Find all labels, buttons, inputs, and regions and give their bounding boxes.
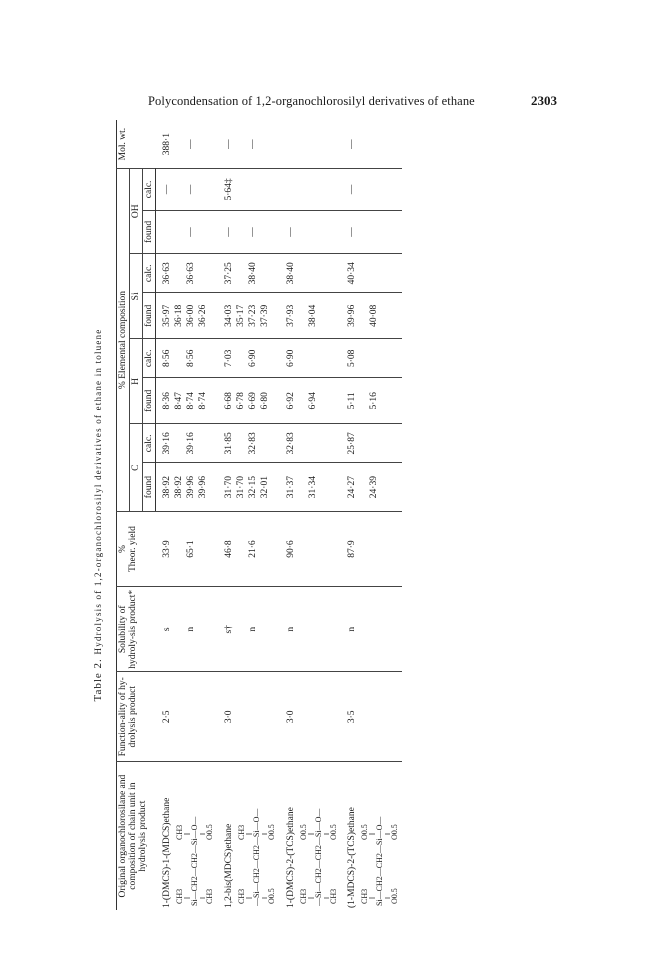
hydrolysis-table xyxy=(116,120,402,910)
functionality-cell: 2·5 xyxy=(156,672,219,762)
si-calc-cell xyxy=(259,254,280,293)
oh-found-cell: — xyxy=(247,210,259,254)
header-oh: OH xyxy=(130,169,143,254)
oh-calc-cell xyxy=(197,169,218,210)
solubility-cell: s xyxy=(156,587,174,672)
structure-formula xyxy=(357,764,401,908)
si-found-cell: 35·97 xyxy=(156,293,174,339)
h-found-cell: 6·69 xyxy=(247,378,259,424)
oh-calc-cell: — xyxy=(185,169,197,210)
c-calc-cell: 32·83 xyxy=(280,424,307,463)
si-calc-cell: 38·40 xyxy=(247,254,259,293)
formula-left-top: CH3 xyxy=(237,888,246,904)
h-calc-cell xyxy=(368,339,402,378)
si-calc-cell: 37·25 xyxy=(218,254,235,293)
functionality-cell: 3·0 xyxy=(218,672,280,762)
header-h-calc: calc. xyxy=(143,339,156,378)
oh-calc-cell xyxy=(173,169,185,210)
oh-calc-cell: — xyxy=(341,169,368,210)
yield-cell xyxy=(173,511,185,586)
header-yield-percent: % xyxy=(118,545,128,554)
oh-found-cell xyxy=(259,210,280,254)
mol-wt-cell: — xyxy=(224,139,234,149)
formula-svg xyxy=(234,790,278,908)
c-calc-cell: 32·83 xyxy=(247,424,259,463)
formula-chain: Si—CH2—CH2—Si—O— xyxy=(375,816,384,906)
header-h: H xyxy=(130,339,143,424)
c-calc-cell xyxy=(259,424,280,463)
c-found-cell: 39·96 xyxy=(197,463,218,512)
h-found-cell: 6·94 xyxy=(307,378,341,424)
formula-left-bottom: O0.5 xyxy=(390,888,399,904)
yield-cell: 65·1 xyxy=(185,511,197,586)
compound-cell xyxy=(341,762,402,910)
solubility-cell: n xyxy=(185,587,197,672)
mol-wt-cell: — xyxy=(186,139,196,149)
mol-wt-cell xyxy=(173,120,185,169)
compound-name: 1,2-bis(MDCS)ethane xyxy=(224,823,234,908)
header-si: Si xyxy=(130,254,143,339)
mol-wt-cell xyxy=(280,120,307,169)
c-found-cell: 31·70 xyxy=(218,463,235,512)
caption-text: Hydrolysis of 1,2-organochlorosilyl derivatives of ethane in toluene xyxy=(93,328,103,655)
si-found-cell: 36·00 xyxy=(185,293,197,339)
functionality-cell: 3·5 xyxy=(341,672,402,762)
mol-wt-cell xyxy=(259,120,280,169)
formula-svg xyxy=(357,790,401,908)
oh-found-cell xyxy=(197,210,218,254)
table-row xyxy=(156,120,174,910)
h-calc-cell xyxy=(173,339,185,378)
si-found-cell: 35·17 xyxy=(235,293,247,339)
header-yield-label: Theor. yield xyxy=(128,526,138,573)
si-calc-cell xyxy=(197,254,218,293)
c-found-cell: 31·37 xyxy=(280,463,307,512)
mol-wt-cell: — xyxy=(248,139,258,149)
yield-cell xyxy=(259,511,280,586)
formula-chain: —Si—CH2—CH2—Si—O— xyxy=(252,808,261,906)
header-si-found: found xyxy=(143,293,156,339)
solubility-cell xyxy=(173,587,185,672)
si-calc-cell: 40·34 xyxy=(341,254,368,293)
header-c-found: found xyxy=(143,463,156,512)
functionality-cell: 3·0 xyxy=(280,672,341,762)
header-mol-wt: Mol. wt. xyxy=(117,120,156,169)
formula-right-bottom: O0.5 xyxy=(204,824,214,840)
yield-cell xyxy=(197,511,218,586)
c-found-cell: 38·92 xyxy=(156,463,174,512)
h-calc-cell: 6·90 xyxy=(247,339,259,378)
c-calc-cell xyxy=(235,424,247,463)
si-found-cell: 38·04 xyxy=(307,293,341,339)
formula-right-bottom: O0.5 xyxy=(390,824,399,840)
si-calc-cell xyxy=(235,254,247,293)
si-calc-cell: 38·40 xyxy=(280,254,307,293)
oh-found-cell: — xyxy=(185,210,197,254)
si-found-cell: 37·39 xyxy=(259,293,280,339)
table-body xyxy=(156,120,403,910)
yield-cell: 46·8 xyxy=(218,511,235,586)
h-found-cell: 8·36 xyxy=(156,378,174,424)
solubility-cell: n xyxy=(280,587,307,672)
si-calc-cell xyxy=(307,254,341,293)
header-yield xyxy=(117,511,156,586)
yield-cell: 33·9 xyxy=(156,511,174,586)
formula-chain: —Si—CH2—CH2—Si—O— xyxy=(314,808,323,906)
solubility-cell xyxy=(259,587,280,672)
c-found-cell: 24·27 xyxy=(341,463,368,512)
table-row xyxy=(341,120,368,910)
h-found-cell: 6·68 xyxy=(218,378,235,424)
header-c: C xyxy=(130,424,143,511)
formula-svg xyxy=(296,790,340,908)
oh-found-cell: — xyxy=(218,210,235,254)
yield-cell: 87·9 xyxy=(341,511,368,586)
compound-name: (1-MDCS)-2-(TCS)ethane xyxy=(347,807,357,908)
si-found-cell: 36·26 xyxy=(197,293,218,339)
h-found-cell: 5·11 xyxy=(341,378,368,424)
c-calc-cell xyxy=(197,424,218,463)
compound-name: 1-(DMCS)-2-(TCS)ethane xyxy=(286,807,296,908)
solubility-cell: s† xyxy=(218,587,235,672)
yield-cell xyxy=(235,511,247,586)
c-found-cell: 39·96 xyxy=(185,463,197,512)
oh-calc-cell xyxy=(280,169,307,210)
formula-left-top: CH3 xyxy=(360,888,369,904)
header-functionality: Function-ality of hy-drolysis product xyxy=(117,672,156,762)
h-calc-cell: 5·08 xyxy=(341,339,368,378)
formula-left-bottom: CH3 xyxy=(204,888,214,904)
page-number: 2303 xyxy=(531,93,557,108)
si-calc-cell xyxy=(173,254,185,293)
yield-cell: 90·6 xyxy=(280,511,307,586)
h-calc-cell: 6·90 xyxy=(280,339,307,378)
compound-name: 1-(DMCS)-1-(MDCS)ethane xyxy=(161,797,172,908)
header-original: Original organochlorosilane and composition of chain unit in hydrolysis product xyxy=(117,762,156,910)
header-si-calc: calc. xyxy=(143,254,156,293)
caption-prefix: Table 2. xyxy=(92,654,104,702)
solubility-cell xyxy=(235,587,247,672)
oh-found-cell xyxy=(156,210,174,254)
si-calc-cell xyxy=(368,254,402,293)
h-found-cell: 8·47 xyxy=(173,378,185,424)
yield-cell xyxy=(368,511,402,586)
running-head xyxy=(0,0,653,108)
formula-svg xyxy=(172,790,216,908)
rotated-table xyxy=(90,120,568,910)
si-found-cell: 36·18 xyxy=(173,293,185,339)
compound-cell xyxy=(218,762,280,910)
oh-calc-cell xyxy=(247,169,259,210)
structure-formula xyxy=(296,764,340,908)
solubility-cell: n xyxy=(341,587,368,672)
compound-cell xyxy=(280,762,341,910)
h-calc-cell: 7·03 xyxy=(218,339,235,378)
h-found-cell: 8·74 xyxy=(197,378,218,424)
oh-calc-cell: — xyxy=(156,169,174,210)
formula-left-bottom: O0.5 xyxy=(267,888,276,904)
running-title: Polycondensation of 1,2-organochlorosilyl derivatives of ethane xyxy=(148,94,475,108)
formula-right-bottom: O0.5 xyxy=(329,824,338,840)
c-calc-cell: 31·85 xyxy=(218,424,235,463)
c-calc-cell: 39·16 xyxy=(156,424,174,463)
h-calc-cell xyxy=(307,339,341,378)
solubility-cell xyxy=(197,587,218,672)
h-found-cell: 6·92 xyxy=(280,378,307,424)
header-c-calc: calc. xyxy=(143,424,156,463)
oh-calc-cell xyxy=(307,169,341,210)
h-found-cell: 6·78 xyxy=(235,378,247,424)
oh-found-cell xyxy=(173,210,185,254)
c-calc-cell xyxy=(173,424,185,463)
solubility-cell xyxy=(307,587,341,672)
h-found-cell: 6·80 xyxy=(259,378,280,424)
table-caption xyxy=(92,120,104,910)
compound-cell xyxy=(156,762,219,910)
table-row xyxy=(218,120,235,910)
mol-wt-cell xyxy=(307,120,341,169)
mol-wt-cell xyxy=(197,120,218,169)
h-found-cell: 5·16 xyxy=(368,378,402,424)
table-row xyxy=(280,120,307,910)
solubility-cell xyxy=(368,587,402,672)
header-oh-found: found xyxy=(143,210,156,254)
yield-cell: 21·6 xyxy=(247,511,259,586)
h-calc-cell xyxy=(197,339,218,378)
h-calc-cell: 8·56 xyxy=(185,339,197,378)
oh-found-cell xyxy=(307,210,341,254)
oh-found-cell: — xyxy=(280,210,307,254)
header-elemental: % Elemental composition xyxy=(117,169,130,512)
h-calc-cell xyxy=(235,339,247,378)
structure-formula xyxy=(234,764,278,908)
oh-calc-cell xyxy=(235,169,247,210)
h-calc-cell: 8·56 xyxy=(156,339,174,378)
mol-wt-cell: — xyxy=(347,139,357,149)
c-calc-cell: 39·16 xyxy=(185,424,197,463)
structure-formula xyxy=(172,764,216,908)
formula-left-top: CH3 xyxy=(174,888,184,904)
formula-right-top: CH3 xyxy=(237,824,246,840)
formula-right-top: O0.5 xyxy=(299,824,308,840)
si-found-cell: 40·08 xyxy=(368,293,402,339)
c-found-cell: 32·01 xyxy=(259,463,280,512)
c-found-cell: 24·39 xyxy=(368,463,402,512)
header-solubility: Solubility of hydroly-sis product* xyxy=(117,587,156,672)
c-found-cell: 38·92 xyxy=(173,463,185,512)
yield-cell xyxy=(307,511,341,586)
formula-right-top: O0.5 xyxy=(360,824,369,840)
formula-left-bottom: CH3 xyxy=(329,888,338,904)
oh-calc-cell xyxy=(368,169,402,210)
c-found-cell: 32·15 xyxy=(247,463,259,512)
solubility-cell: n xyxy=(247,587,259,672)
c-calc-cell xyxy=(307,424,341,463)
oh-found-cell xyxy=(368,210,402,254)
si-calc-cell: 36·63 xyxy=(185,254,197,293)
mol-wt-cell xyxy=(235,120,247,169)
oh-calc-cell xyxy=(259,169,280,210)
c-found-cell: 31·70 xyxy=(235,463,247,512)
c-calc-cell xyxy=(368,424,402,463)
formula-right-bottom: O0.5 xyxy=(267,824,276,840)
c-found-cell: 31·34 xyxy=(307,463,341,512)
si-found-cell: 37·93 xyxy=(280,293,307,339)
si-calc-cell: 36·63 xyxy=(156,254,174,293)
si-found-cell: 37·23 xyxy=(247,293,259,339)
h-calc-cell xyxy=(259,339,280,378)
c-calc-cell: 25·87 xyxy=(341,424,368,463)
si-found-cell: 39·96 xyxy=(341,293,368,339)
formula-right-top: CH3 xyxy=(174,824,184,840)
oh-calc-cell: 5·64‡ xyxy=(218,169,235,210)
formula-left-top: CH3 xyxy=(299,888,308,904)
header-oh-calc: calc. xyxy=(143,169,156,210)
h-found-cell: 8·74 xyxy=(185,378,197,424)
header-h-found: found xyxy=(143,378,156,424)
mol-wt-cell: 388·1 xyxy=(161,133,172,156)
formula-chain: Si—CH2—CH2—Si—O— xyxy=(189,816,199,906)
mol-wt-cell xyxy=(368,120,402,169)
oh-found-cell xyxy=(235,210,247,254)
si-found-cell: 34·03 xyxy=(218,293,235,339)
oh-found-cell: — xyxy=(341,210,368,254)
